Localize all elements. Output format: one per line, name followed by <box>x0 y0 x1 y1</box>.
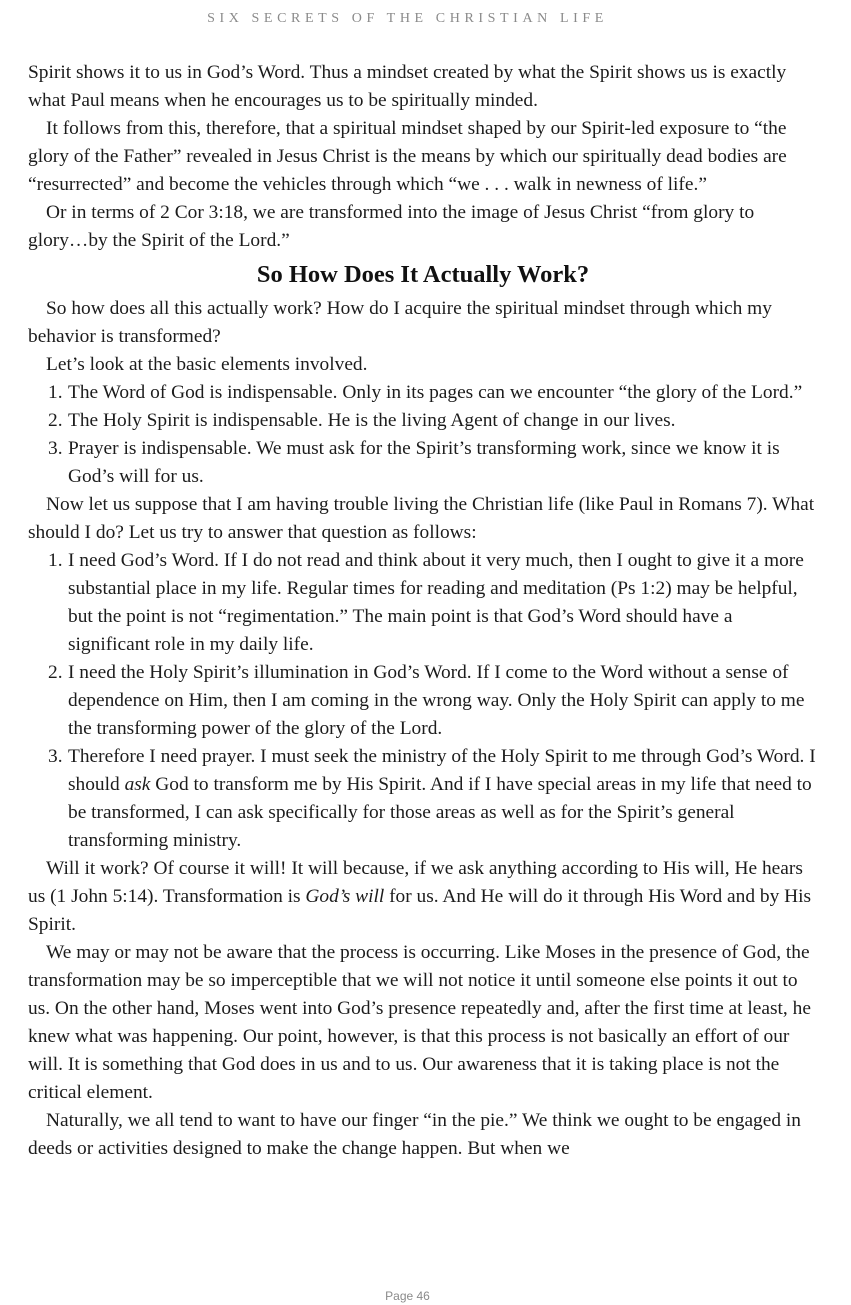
list-number: 3. <box>48 746 63 767</box>
page-number: Page 46 <box>385 1289 430 1303</box>
paragraph: Let’s look at the basic elements involved. <box>46 354 368 375</box>
list-number: 2. <box>48 410 63 431</box>
paragraph: Naturally, we all tend to want to have our finger “in the pie.” We think we ought to be engaged in deeds or activities designed to make the change happen. But when we <box>28 1110 801 1159</box>
paragraph: So how does all this actually work? How do I acquire the spiritual mindset through which my behavior is transformed? <box>28 298 772 347</box>
needs-list <box>28 547 818 855</box>
list-item <box>28 659 818 743</box>
indispensable-elements-list <box>28 379 818 491</box>
list-item-text: I need God’s Word. If I do not read and think about it very much, then I ought to give it a more substantial place in my life. Regular times for reading and meditation (Ps 1:2) may be helpful, but the point is not “regimentation.” The main point is that God’s Word should have a significant role in my daily life. <box>68 550 804 655</box>
list-item-text: Prayer is indispensable. We must ask for the Spirit’s transforming work, since we know it is God’s will for us. <box>68 438 780 487</box>
section-heading: So How Does It Actually Work? <box>256 261 590 288</box>
list-number: 3. <box>48 438 63 459</box>
list-item-text: The Holy Spirit is indispensable. He is the living Agent of change in our lives. <box>68 410 676 431</box>
emphasis-ask: ask <box>124 774 151 795</box>
text-run: for us. And He will do it through His Word and by His Spirit. <box>28 886 812 935</box>
paragraph: We may or may not be aware that the process is occurring. Like Moses in the presence of God, the transformation may be so imperceptible that we will not notice it until someone else points it out to us. On the other hand, Moses went into God’s presence repeatedly and, after the first time at least, he knew what was happening. Our point, however, is that this process is not basically an effort of our will. It is something that God does in us and to us. Our awareness that it is taking place is not the critical element. <box>28 942 811 1103</box>
text-run: Therefore I need prayer. I must seek the ministry of the Holy Spirit to me through God’s Word. I should <box>68 746 816 795</box>
list-item <box>28 547 818 659</box>
list-number: 2. <box>48 662 63 683</box>
paragraph: Now let us suppose that I am having trouble living the Christian life (like Paul in Romans 7). What should I do? Let us try to answer that question as follows: <box>28 494 815 543</box>
list-item <box>28 743 818 855</box>
emphasis-gods-will: God’s will <box>305 886 385 907</box>
paragraph-continued: Spirit shows it to us in God’s Word. Thus a mindset created by what the Spirit shows us is exactly what Paul means when he encourages us to be spiritually minded. <box>28 62 787 111</box>
paragraph: Or in terms of 2 Cor 3:18, we are transformed into the image of Jesus Christ “from glory to glory…by the Spirit of the Lord.” <box>28 202 755 251</box>
running-head: SIX SECRETS OF THE CHRISTIAN LIFE <box>207 11 608 26</box>
list-number: 1. <box>48 550 63 571</box>
list-number: 1. <box>48 382 63 403</box>
list-item <box>28 435 818 491</box>
list-item-text: The Word of God is indispensable. Only in its pages can we encounter “the glory of the Lord.” <box>68 382 803 403</box>
list-item <box>28 407 818 435</box>
text-run: God to transform me by His Spirit. And if I have special areas in my life that need to be transformed, I can ask specifically for those areas as well as for the Spirit’s general transforming ministry. <box>68 774 812 851</box>
page-body <box>28 59 818 1163</box>
list-item-text <box>68 746 816 851</box>
list-item <box>28 379 818 407</box>
text-run: Will it work? Of course it will! It will because, if we ask anything according to His will, He hears us (1 John 5:14). Transformation is <box>28 858 803 907</box>
paragraph <box>28 855 818 939</box>
list-item-text: I need the Holy Spirit’s illumination in God’s Word. If I come to the Word without a sense of dependence on Him, then I am coming in the wrong way. Only the Holy Spirit can apply to me the transforming power of the glory of the Lord. <box>68 662 805 739</box>
paragraph: It follows from this, therefore, that a spiritual mindset shaped by our Spirit-led exposure to “the glory of the Father” revealed in Jesus Christ is the means by which our spiritually dead bodies are “resurrected” and become the vehicles through which “we . . . walk in newness of life.” <box>28 118 787 195</box>
